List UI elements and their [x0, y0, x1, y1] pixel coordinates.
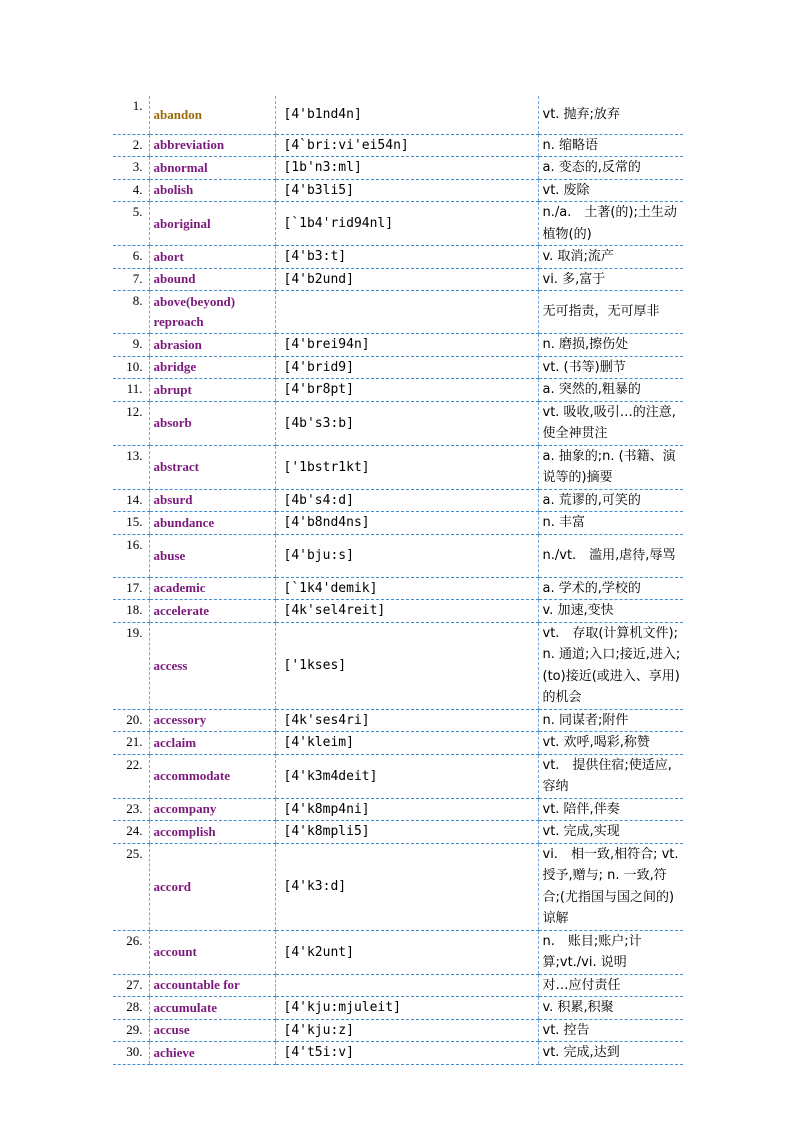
- definition: v. 加速,变快: [538, 600, 683, 623]
- phonetic: [4'brei94n]: [275, 334, 538, 357]
- table-row: [113, 356, 683, 379]
- phonetic: [4'b3:t]: [275, 246, 538, 269]
- table-row: [113, 379, 683, 402]
- definition: 对…应付责任: [538, 974, 683, 997]
- phonetic: [`1k4'demik]: [275, 577, 538, 600]
- definition: a. 学术的,学校的: [538, 577, 683, 600]
- phonetic: [1b'n3:ml]: [275, 157, 538, 180]
- entry-number: 25.: [113, 843, 149, 930]
- headword: accompany: [149, 798, 275, 821]
- phonetic: ['1bstr1kt]: [275, 445, 538, 489]
- table-row: [113, 489, 683, 512]
- phonetic: [4'k8mp4ni]: [275, 798, 538, 821]
- headword: abnormal: [149, 157, 275, 180]
- definition: vt. 存取(计算机文件); n. 通道;入口;接近,进入;(to)接近(或进入、享用)的机会: [538, 622, 683, 709]
- headword: abandon: [149, 96, 275, 134]
- headword: absorb: [149, 401, 275, 445]
- definition: v. 取消;流产: [538, 246, 683, 269]
- headword: abstract: [149, 445, 275, 489]
- entry-number: 11.: [113, 379, 149, 402]
- definition: vt. 提供住宿;使适应,容纳: [538, 754, 683, 798]
- definition: vt. 抛弃;放弃: [538, 96, 683, 134]
- headword: abort: [149, 246, 275, 269]
- phonetic: [4'k8mpli5]: [275, 821, 538, 844]
- headword: accessory: [149, 709, 275, 732]
- headword: abuse: [149, 534, 275, 577]
- entry-number: 29.: [113, 1019, 149, 1042]
- entry-number: 18.: [113, 600, 149, 623]
- vocabulary-table: [113, 96, 683, 1065]
- phonetic: [4'k3:d]: [275, 843, 538, 930]
- entry-number: 6.: [113, 246, 149, 269]
- phonetic: [4'k2unt]: [275, 930, 538, 974]
- entry-number: 13.: [113, 445, 149, 489]
- phonetic: [4'br8pt]: [275, 379, 538, 402]
- headword: account: [149, 930, 275, 974]
- entry-number: 16.: [113, 534, 149, 577]
- table-row: [113, 709, 683, 732]
- headword: accountable for: [149, 974, 275, 997]
- entry-number: 15.: [113, 512, 149, 535]
- phonetic: [4'b1nd4n]: [275, 96, 538, 134]
- headword: absurd: [149, 489, 275, 512]
- entry-number: 9.: [113, 334, 149, 357]
- phonetic: [4'k3m4deit]: [275, 754, 538, 798]
- definition: a. 抽象的;n. (书籍、演说等的)摘要: [538, 445, 683, 489]
- entry-number: 17.: [113, 577, 149, 600]
- phonetic: [4'kju:mjuleit]: [275, 997, 538, 1020]
- table-row: [113, 157, 683, 180]
- definition: vt. 废除: [538, 179, 683, 202]
- entry-number: 24.: [113, 821, 149, 844]
- entry-number: 26.: [113, 930, 149, 974]
- phonetic: [275, 974, 538, 997]
- table-row: [113, 534, 683, 577]
- definition: v. 积累,积聚: [538, 997, 683, 1020]
- entry-number: 30.: [113, 1042, 149, 1065]
- definition: vi. 多,富于: [538, 268, 683, 291]
- headword: achieve: [149, 1042, 275, 1065]
- headword: academic: [149, 577, 275, 600]
- headword: accumulate: [149, 997, 275, 1020]
- entry-number: 10.: [113, 356, 149, 379]
- phonetic: [4'kleim]: [275, 732, 538, 755]
- definition: a. 变态的,反常的: [538, 157, 683, 180]
- headword: acclaim: [149, 732, 275, 755]
- table-row: [113, 622, 683, 709]
- table-row: [113, 512, 683, 535]
- phonetic: [4'b3li5]: [275, 179, 538, 202]
- definition: vt. 控告: [538, 1019, 683, 1042]
- phonetic: [4b's3:b]: [275, 401, 538, 445]
- phonetic: ['1kses]: [275, 622, 538, 709]
- definition: vt. 陪伴,伴奏: [538, 798, 683, 821]
- definition: 无可指责，无可厚非: [538, 291, 683, 334]
- headword: accelerate: [149, 600, 275, 623]
- phonetic: [4't5i:v]: [275, 1042, 538, 1065]
- entry-number: 19.: [113, 622, 149, 709]
- entry-number: 2.: [113, 134, 149, 157]
- entry-number: 21.: [113, 732, 149, 755]
- headword: abrasion: [149, 334, 275, 357]
- headword: accord: [149, 843, 275, 930]
- table-row: [113, 334, 683, 357]
- table-row: [113, 577, 683, 600]
- table-row: [113, 179, 683, 202]
- table-row: [113, 1042, 683, 1065]
- definition: vt. (书等)删节: [538, 356, 683, 379]
- phonetic: [4'b2und]: [275, 268, 538, 291]
- phonetic: [4k'sel4reit]: [275, 600, 538, 623]
- definition: a. 荒谬的,可笑的: [538, 489, 683, 512]
- table-row: [113, 1019, 683, 1042]
- definition: n./vt. 滥用,虐待,辱骂: [538, 534, 683, 577]
- phonetic: [275, 291, 538, 334]
- table-row: [113, 445, 683, 489]
- headword: access: [149, 622, 275, 709]
- table-row: [113, 96, 683, 134]
- definition: n. 同谋者;附件: [538, 709, 683, 732]
- headword: abound: [149, 268, 275, 291]
- phonetic: [4b's4:d]: [275, 489, 538, 512]
- entry-number: 14.: [113, 489, 149, 512]
- table-row: [113, 291, 683, 334]
- phonetic: [4`bri:vi'ei54n]: [275, 134, 538, 157]
- definition: n. 磨损,擦伤处: [538, 334, 683, 357]
- headword: abundance: [149, 512, 275, 535]
- headword: aboriginal: [149, 202, 275, 246]
- headword: abbreviation: [149, 134, 275, 157]
- phonetic: [4'kju:z]: [275, 1019, 538, 1042]
- table-row: [113, 732, 683, 755]
- definition: vt. 吸收,吸引…的注意,使全神贯注: [538, 401, 683, 445]
- table-row: [113, 401, 683, 445]
- entry-number: 4.: [113, 179, 149, 202]
- entry-number: 20.: [113, 709, 149, 732]
- headword: accommodate: [149, 754, 275, 798]
- entry-number: 23.: [113, 798, 149, 821]
- phonetic: [`1b4'rid94nl]: [275, 202, 538, 246]
- table-row: [113, 974, 683, 997]
- phonetic: [4'b8nd4ns]: [275, 512, 538, 535]
- table-row: [113, 930, 683, 974]
- entry-number: 28.: [113, 997, 149, 1020]
- entry-number: 8.: [113, 291, 149, 334]
- entry-number: 22.: [113, 754, 149, 798]
- definition: n. 账目;账户;计算;vt./vi. 说明: [538, 930, 683, 974]
- entry-number: 1.: [113, 96, 149, 134]
- entry-number: 7.: [113, 268, 149, 291]
- headword: abolish: [149, 179, 275, 202]
- definition: a. 突然的,粗暴的: [538, 379, 683, 402]
- headword: accuse: [149, 1019, 275, 1042]
- headword: abridge: [149, 356, 275, 379]
- table-row: [113, 798, 683, 821]
- table-row: [113, 202, 683, 246]
- phonetic: [4k'ses4ri]: [275, 709, 538, 732]
- entry-number: 12.: [113, 401, 149, 445]
- definition: n. 丰富: [538, 512, 683, 535]
- table-row: [113, 134, 683, 157]
- table-row: [113, 997, 683, 1020]
- phonetic: [4'bju:s]: [275, 534, 538, 577]
- table-row: [113, 600, 683, 623]
- headword: abrupt: [149, 379, 275, 402]
- definition: vt. 完成,达到: [538, 1042, 683, 1065]
- table-row: [113, 843, 683, 930]
- definition: vi. 相一致,相符合; vt. 授予,赠与; n. 一致,符合;(尤指国与国之间的)谅解: [538, 843, 683, 930]
- headword: above(beyond) reproach: [149, 291, 275, 334]
- table-row: [113, 246, 683, 269]
- table-row: [113, 821, 683, 844]
- table-row: [113, 754, 683, 798]
- entry-number: 3.: [113, 157, 149, 180]
- definition: vt. 欢呼,喝彩,称赞: [538, 732, 683, 755]
- definition: vt. 完成,实现: [538, 821, 683, 844]
- entry-number: 5.: [113, 202, 149, 246]
- entry-number: 27.: [113, 974, 149, 997]
- phonetic: [4'brid9]: [275, 356, 538, 379]
- definition: n. 缩略语: [538, 134, 683, 157]
- definition: n./a. 土著(的);土生动植物(的): [538, 202, 683, 246]
- headword: accomplish: [149, 821, 275, 844]
- table-row: [113, 268, 683, 291]
